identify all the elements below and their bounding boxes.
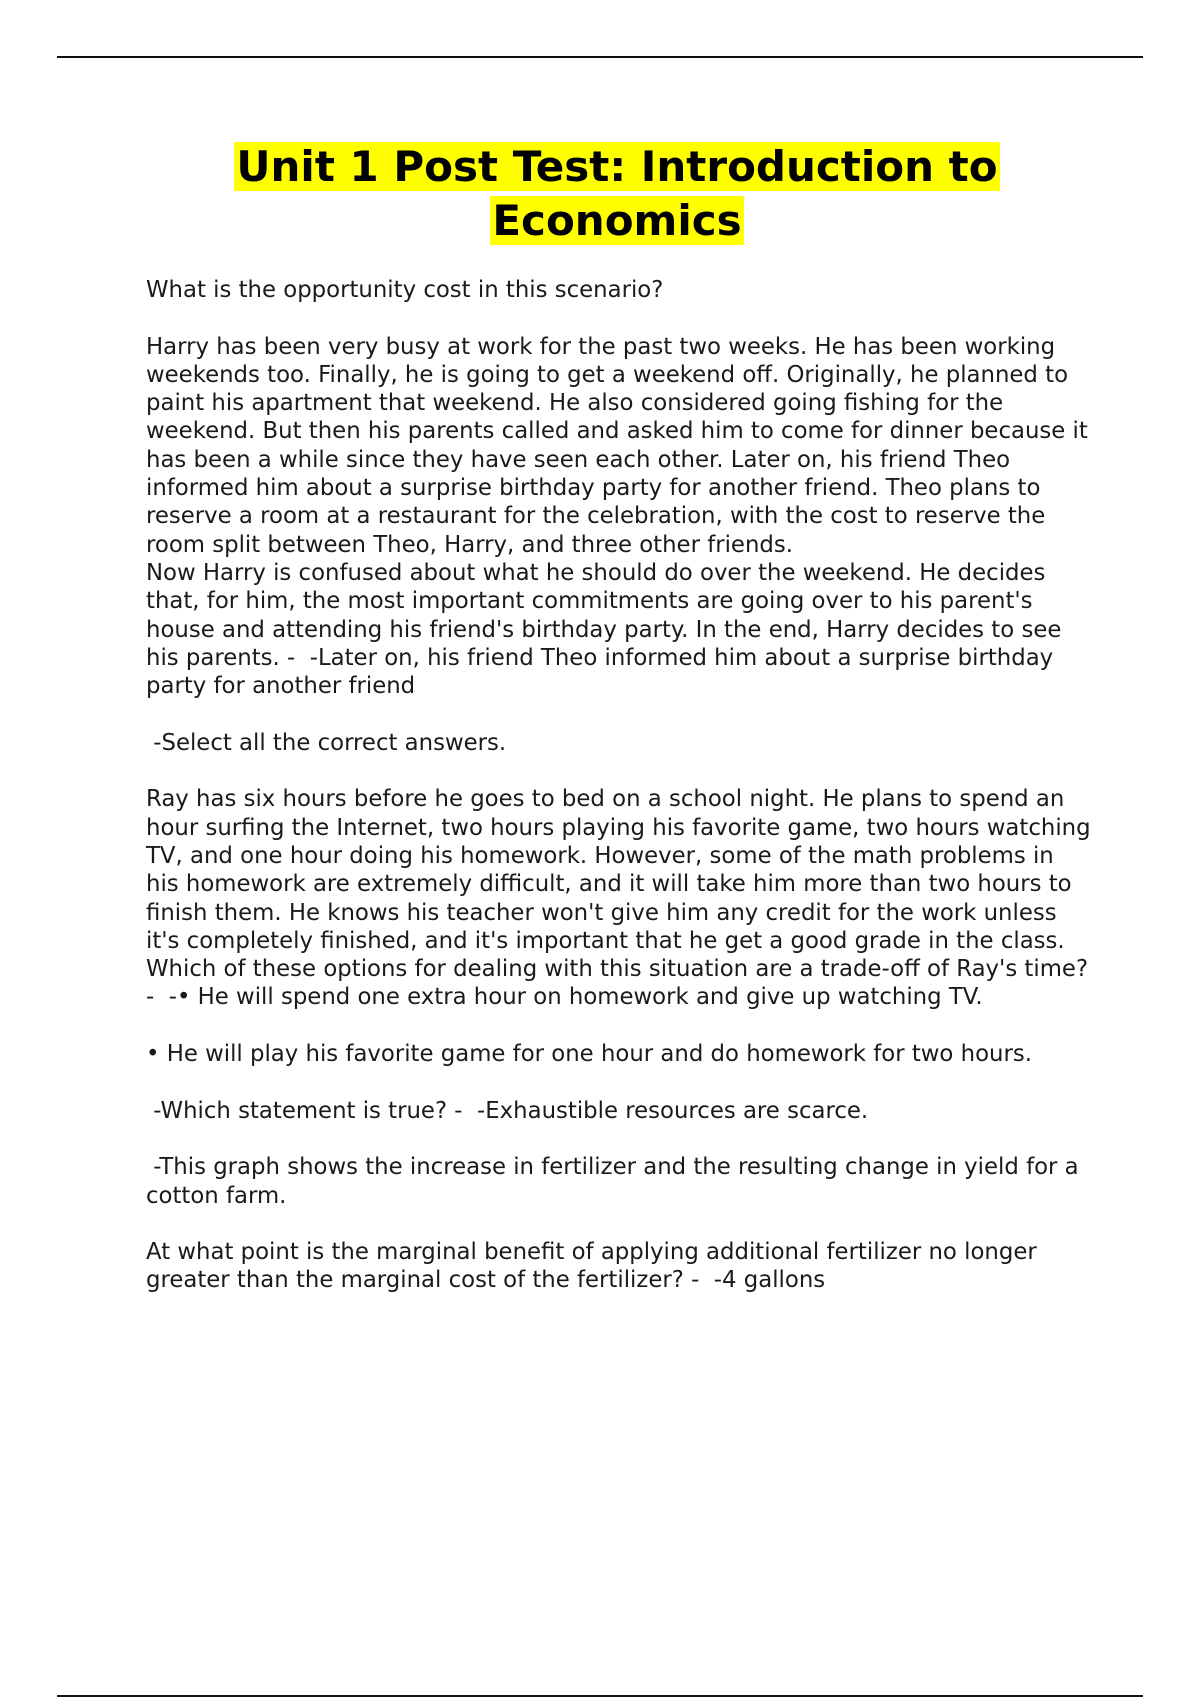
document-title — [146, 140, 1088, 248]
ray-answer-bullet: • He will play his favorite game for one hour and do homework for two hours. — [146, 1041, 1032, 1068]
harry-scenario: Harry has been very busy at work for the past two weeks. He has been working weekends too. Finally, he is going to get a weekend off. Originally, he planned to paint his apartment that weekend. He also considered going fishing for the weekend. But then his parents called and asked him to come for dinner because it has been a while since they have seen each other. Later on, his friend Theo informed him about a surprise birthday party for another friend. Theo plans to reserve a room at a restaurant for the celebration, with the cost to reserve the room split between Theo, Harry, and three other friends. Now Harry is confused about what he should do over the weekend. He decides that, for him, the most important commitments are going over to his parent's house and attending his friend's birthday party. In the end, Harry decides to see his parents. - -Later on, his friend Theo informed him about a surprise birthday party for another friend — [146, 333, 1088, 700]
select-all-instruction: -Select all the correct answers. — [146, 729, 507, 756]
bottom-rule — [57, 1695, 1143, 1697]
question-opportunity-cost: What is the opportunity cost in this scenario? — [146, 277, 664, 303]
question-true-statement: -Which statement is true? - -Exhaustible resources are scarce. — [146, 1097, 869, 1124]
title-line-1: Unit 1 Post Test: Introduction to — [236, 142, 998, 191]
question-marginal-benefit: At what point is the marginal benefit of applying additional fertilizer no longer greater than the marginal cost of the fertilizer? - -4 gallons — [146, 1239, 1044, 1294]
top-rule — [57, 56, 1143, 58]
ray-scenario: Ray has six hours before he goes to bed on a school night. He plans to spend an hour surfing the Internet, two hours playing his favorite game, two hours watching TV, and one hour doing his homework. However, some of the math problems in his homework are extremely difficult, and it will take him more than two hours to finish them. He knows his teacher won't give him any credit for the work unless it's completely finished, and it's important that he get a good grade in the class. Which of these options for dealing with this situation are a trade-off of Ray's time? - -• He will spend one extra hour on homework and give up watching TV. — [146, 786, 1098, 1011]
title-line-2: Economics — [492, 196, 742, 245]
fertilizer-graph-description: -This graph shows the increase in fertilizer and the resulting change in yield for a cotton farm. — [146, 1154, 1086, 1209]
document-body — [146, 276, 1098, 1323]
